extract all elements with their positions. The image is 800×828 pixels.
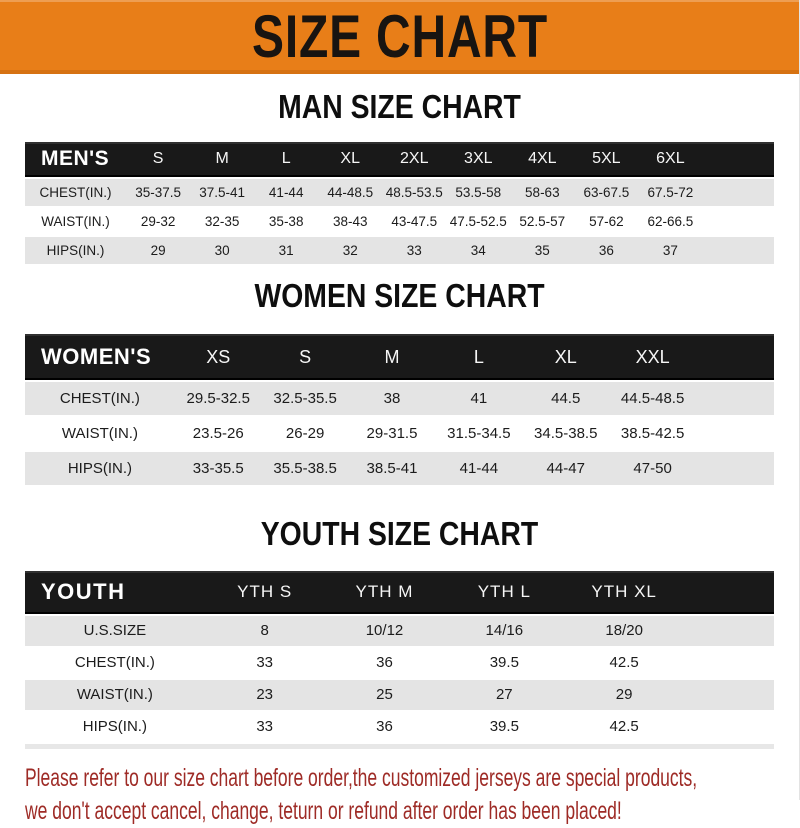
order-notice-line-1: Please refer to our size chart before order,the customized jerseys are special products, xyxy=(25,763,698,792)
youth-size-section xyxy=(25,517,774,749)
size-header-row xyxy=(25,142,774,177)
size-value-cell: 8 xyxy=(205,616,325,646)
row-label: WAIST(IN.) xyxy=(25,208,126,235)
size-value-cell: 48.5-53.5 xyxy=(382,179,446,206)
size-value-cell: 33-35.5 xyxy=(175,452,262,485)
table-row xyxy=(25,616,774,646)
column-header: S xyxy=(126,142,190,177)
size-value-cell: 35-38 xyxy=(254,208,318,235)
size-header-row xyxy=(25,571,774,614)
size-value-cell: 34.5-38.5 xyxy=(522,417,609,450)
row-label: HIPS(IN.) xyxy=(25,452,175,485)
banner-title: SIZE CHART xyxy=(251,3,548,70)
size-value-cell: 41 xyxy=(435,382,522,415)
table-row xyxy=(25,648,774,678)
size-value-cell: 29.5-32.5 xyxy=(175,382,262,415)
size-value-cell: 32.5-35.5 xyxy=(262,382,349,415)
size-value-cell: 25 xyxy=(325,680,445,710)
row-label: U.S.SIZE xyxy=(25,616,205,646)
table-row xyxy=(25,680,774,710)
column-header: 4XL xyxy=(510,142,574,177)
row-filler xyxy=(696,417,774,450)
size-value-cell: 39.5 xyxy=(444,648,564,678)
size-value-cell: 36 xyxy=(325,648,445,678)
row-filler xyxy=(702,179,774,206)
row-filler xyxy=(684,680,774,710)
table-group-label: WOMEN'S xyxy=(25,334,175,380)
table-group-label: MEN'S xyxy=(25,142,126,177)
row-label: CHEST(IN.) xyxy=(25,179,126,206)
size-value-cell: 18/20 xyxy=(564,616,684,646)
row-label: HIPS(IN.) xyxy=(25,712,205,742)
size-value-cell: 33 xyxy=(205,712,325,742)
column-header: L xyxy=(254,142,318,177)
table-row xyxy=(25,452,774,485)
size-value-cell: 57-62 xyxy=(574,208,638,235)
row-filler xyxy=(696,382,774,415)
men-size-section xyxy=(25,90,774,266)
size-value-cell: 44.5-48.5 xyxy=(609,382,696,415)
row-filler xyxy=(684,712,774,742)
women-size-chart-heading: WOMEN SIZE CHART xyxy=(254,276,545,314)
size-value-cell: 10/12 xyxy=(325,616,445,646)
row-filler xyxy=(702,208,774,235)
column-header: L xyxy=(435,334,522,380)
size-value-cell: 23 xyxy=(205,680,325,710)
header-filler xyxy=(684,571,774,614)
size-value-cell: 62-66.5 xyxy=(638,208,702,235)
column-header: 6XL xyxy=(638,142,702,177)
size-value-cell: 38 xyxy=(349,382,436,415)
size-value-cell: 30 xyxy=(190,237,254,264)
table-row xyxy=(25,237,774,264)
header-filler xyxy=(702,142,774,177)
column-header: YTH XL xyxy=(564,571,684,614)
column-header: XXL xyxy=(609,334,696,380)
size-value-cell: 38.5-42.5 xyxy=(609,417,696,450)
size-value-cell: 44-47 xyxy=(522,452,609,485)
table-row xyxy=(25,712,774,742)
row-filler xyxy=(684,616,774,646)
size-value-cell: 29-32 xyxy=(126,208,190,235)
size-value-cell: 32 xyxy=(318,237,382,264)
size-value-cell: 35-37.5 xyxy=(126,179,190,206)
column-header: 5XL xyxy=(574,142,638,177)
row-label: CHEST(IN.) xyxy=(25,648,205,678)
row-label: CHEST(IN.) xyxy=(25,382,175,415)
row-filler xyxy=(702,237,774,264)
size-value-cell: 41-44 xyxy=(254,179,318,206)
column-header: XL xyxy=(522,334,609,380)
size-value-cell: 38-43 xyxy=(318,208,382,235)
man-size-chart-heading: MAN SIZE CHART xyxy=(278,88,521,125)
women-size-section xyxy=(25,276,774,488)
column-header: XS xyxy=(175,334,262,380)
size-value-cell: 38.5-41 xyxy=(349,452,436,485)
column-header: S xyxy=(262,334,349,380)
table-row xyxy=(25,382,774,415)
row-label: HIPS(IN.) xyxy=(25,237,126,264)
column-header: M xyxy=(349,334,436,380)
size-value-cell: 39.5 xyxy=(444,712,564,742)
row-label: WAIST(IN.) xyxy=(25,417,175,450)
size-value-cell: 29-31.5 xyxy=(349,417,436,450)
size-value-cell: 35.5-38.5 xyxy=(262,452,349,485)
size-value-cell: 42.5 xyxy=(564,648,684,678)
size-value-cell: 67.5-72 xyxy=(638,179,702,206)
size-header-row xyxy=(25,334,774,380)
column-header: XL xyxy=(318,142,382,177)
men-size-table xyxy=(25,140,774,266)
column-header: YTH L xyxy=(444,571,564,614)
order-notice xyxy=(0,762,799,828)
size-value-cell: 35 xyxy=(510,237,574,264)
table-group-label: YOUTH xyxy=(25,571,205,614)
table-row xyxy=(25,179,774,206)
size-value-cell: 36 xyxy=(574,237,638,264)
column-header: 3XL xyxy=(446,142,510,177)
size-value-cell: 41-44 xyxy=(435,452,522,485)
size-chart-content xyxy=(0,90,799,749)
size-value-cell: 33 xyxy=(205,648,325,678)
column-header: M xyxy=(190,142,254,177)
size-value-cell: 29 xyxy=(564,680,684,710)
column-header: YTH M xyxy=(325,571,445,614)
row-filler xyxy=(684,648,774,678)
size-value-cell: 43-47.5 xyxy=(382,208,446,235)
size-value-cell: 27 xyxy=(444,680,564,710)
size-value-cell: 32-35 xyxy=(190,208,254,235)
size-value-cell: 44-48.5 xyxy=(318,179,382,206)
size-value-cell: 52.5-57 xyxy=(510,208,574,235)
order-notice-line-2: we don't accept cancel, change, teturn or refund after order has been placed! xyxy=(25,796,622,825)
column-header: 2XL xyxy=(382,142,446,177)
women-size-table xyxy=(25,332,774,487)
header-filler xyxy=(696,334,774,380)
size-value-cell: 34 xyxy=(446,237,510,264)
size-value-cell: 37.5-41 xyxy=(190,179,254,206)
row-filler xyxy=(696,452,774,485)
size-value-cell: 63-67.5 xyxy=(574,179,638,206)
table-row xyxy=(25,208,774,235)
size-chart-banner xyxy=(0,0,799,74)
size-value-cell: 47.5-52.5 xyxy=(446,208,510,235)
column-header: YTH S xyxy=(205,571,325,614)
size-value-cell: 26-29 xyxy=(262,417,349,450)
size-value-cell: 14/16 xyxy=(444,616,564,646)
size-value-cell: 31 xyxy=(254,237,318,264)
row-label: WAIST(IN.) xyxy=(25,680,205,710)
size-value-cell: 58-63 xyxy=(510,179,574,206)
size-value-cell: 33 xyxy=(382,237,446,264)
size-value-cell: 36 xyxy=(325,712,445,742)
size-value-cell: 23.5-26 xyxy=(175,417,262,450)
size-value-cell: 37 xyxy=(638,237,702,264)
size-value-cell: 53.5-58 xyxy=(446,179,510,206)
size-value-cell: 29 xyxy=(126,237,190,264)
size-value-cell: 44.5 xyxy=(522,382,609,415)
size-value-cell: 31.5-34.5 xyxy=(435,417,522,450)
size-value-cell: 47-50 xyxy=(609,452,696,485)
size-value-cell: 42.5 xyxy=(564,712,684,742)
youth-size-table xyxy=(25,569,774,749)
table-row xyxy=(25,417,774,450)
youth-size-chart-heading: YOUTH SIZE CHART xyxy=(260,515,539,553)
